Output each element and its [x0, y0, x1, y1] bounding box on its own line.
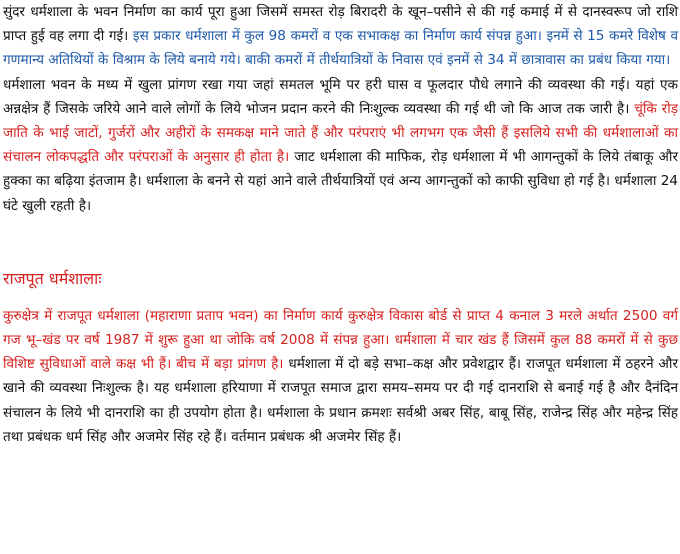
text-rajput-management: धर्मशाला में दो बड़े सभा–कक्ष और प्रवेशद्वार हैं। राजपूत धर्मशाला में ठहरने और खाने की व्यवस्था निःशुल्क है। यह धर्मशाला हरियाणा में राजपूत समाज द्वारा समय–समय पर दी गई दानराशि से बनाई गई है और दैनंदिन संचालन के लिये भी दानराशि का ही उपयोग होता है। धर्मशाला के प्रधान क्रमशः सर्वश्री अबर सिंह, बाबू सिंह, राजेन्द्र सिंह और महेन्द्र सिंह तथा प्रबंधक धर्म सिंह और अजमेर सिंह रहे हैं। वर्तमान प्रबंधक श्री अजमेर सिंह हैं। — [3, 356, 678, 445]
text-facilities: जाट धर्मशाला की माफिक, रोड़ धर्मशाला में भी आगन्तुकों के लिये तंबाकू और हुक्का का बढ़िया इंतजाम है। धर्मशाला के बनने से यहां आने वाले तीर्थयात्रियों एवं अन्य आगन्तुकों को काफी सुविधा हो गई है। धर्मशाला 24 घंटे खुली रहती है। — [3, 149, 679, 214]
text-rajput-construction-highlight: कुरुक्षेत्र में राजपूत धर्मशाला (महाराणा प्रताप भवन) का निर्माण कार्य कुरुक्षेत्र विकास बोर्ड से प्राप्त 4 कनाल 3 मरले अर्थात 2500 वर्ग गज भू–खंड पर वर्ष 1987 में शुरू हुआ था जोकि वर्ष 2008 में संपन्न हुआ। धर्मशाला में चार खंड हैं जिसमें कुल 88 कमरों में से कुछ विशिष्ट सुविधाओं वाले कक्ष भी हैं। बीच में बड़ा प्रांगण है। — [3, 307, 678, 373]
text-caste-traditions-highlight: चूंकि रोड़ जाति के भाई जाटों, गुर्जरों और अहीरों के समकक्ष माने जाते हैं और परंपराएं भी लगभग एक जैसी हैं इसलिये सभी की धर्मशालाओं का संचालन लोकपद्धति और परंपराओं के अनुसार ही होता है। — [3, 100, 678, 166]
section-heading-rajput-dharamshala: राजपूत धर्मशालाः — [3, 268, 102, 288]
paragraph-roda-dharamshala — [3, 0, 678, 218]
text-rooms-highlight: इस प्रकार धर्मशाला में कुल 98 कमरों व एक सभाकक्ष का निर्माण कार्य संपन्न हुआ। इनमें से 15 कमरे विशेष व गणमान्य अतिथियों के विश्राम के लिये बनाये गये। बाकी कमरों में तीर्थयात्रियों के निवास एवं इनमें से 34 में छात्रावास का प्रबंध किया गया। — [3, 28, 678, 69]
text-construction-funding: सुंदर धर्मशाला के भवन निर्माण का कार्य पूरा हुआ जिसमें समस्त रोड़ बिरादरी के खून–पसीने से की गई कमाई में से दानस्वरूप जो राशि प्राप्त हुई वह लगा दी गई। — [3, 4, 678, 45]
paragraph-rajput-dharamshala — [3, 304, 678, 449]
text-courtyard-kitchen: धर्मशाला भवन के मध्य में खुला प्रांगण रखा गया जहां समतल भूमि पर हरी घास व फूलदार पौधे लगाने की व्यवस्था की गई। यहां एक अन्नक्षेत्र हैं जिसके जरिये आने वाले लोगों के लिये भोजन प्रदान करने की निःशुल्क व्यवस्था की गई थी जो कि आज तक जारी है। — [3, 76, 678, 117]
